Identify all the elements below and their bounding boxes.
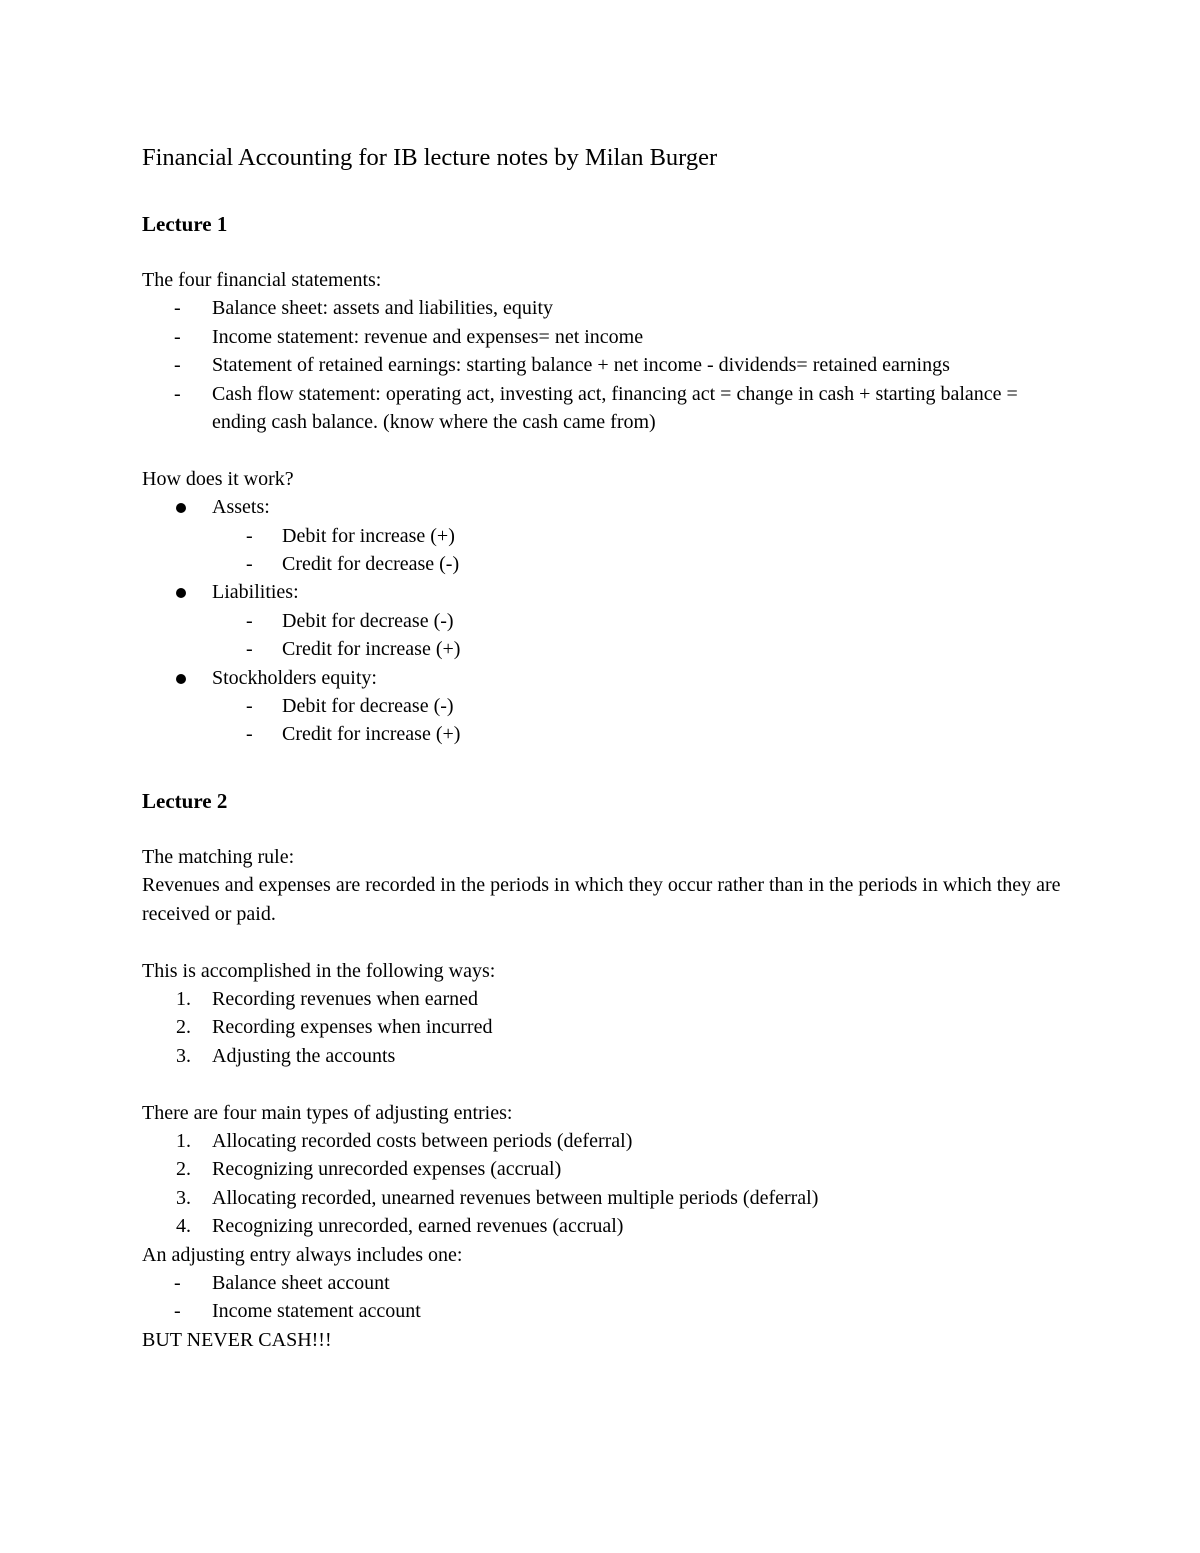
list-item [142, 380, 1062, 437]
dash-marker: - [246, 638, 253, 661]
list-item-text: Credit for increase (+) [282, 638, 461, 661]
category-label: Stockholders equity: [212, 666, 377, 689]
list-item-text: Cash flow statement: operating act, investing act, financing act = change in cash + starting balance = ending cash balance. (know where the cash came from) [212, 382, 1018, 434]
list-item [142, 1269, 1062, 1297]
category-label: Assets: [212, 496, 270, 519]
spacer [142, 928, 1062, 956]
types-intro: There are four main types of adjusting entries: [142, 1101, 513, 1124]
how-intro: How does it work? [142, 467, 294, 490]
ways-intro: This is accomplished in the following ways: [142, 959, 496, 982]
spacer [142, 749, 1062, 785]
list-item-text: Recognizing unrecorded expenses (accrual) [212, 1158, 562, 1181]
list-item-text: Income statement: revenue and expenses= net income [212, 325, 644, 348]
bullet-icon [176, 674, 186, 684]
category-label: Liabilities: [212, 581, 299, 604]
document-page [142, 138, 1062, 1354]
ways-list [142, 985, 1062, 1070]
dash-marker: - [246, 695, 253, 718]
list-item [142, 607, 1062, 635]
number-marker: 3. [176, 1186, 191, 1209]
list-item-text: Allocating recorded costs between periods (deferral) [212, 1129, 633, 1152]
list-item [142, 1013, 1062, 1041]
lecture-1-heading: Lecture 1 [142, 212, 228, 236]
dash-marker: - [174, 354, 181, 377]
category-item-liabilities [142, 578, 1062, 606]
number-marker: 1. [176, 987, 191, 1010]
list-item [142, 1042, 1062, 1070]
list-item-text: Adjusting the accounts [212, 1044, 396, 1067]
spacer [142, 436, 1062, 464]
lecture-2-heading: Lecture 2 [142, 788, 228, 813]
list-item [142, 351, 1062, 379]
dash-marker: - [174, 325, 181, 348]
list-item [142, 720, 1062, 748]
dash-marker: - [246, 609, 253, 632]
list-item [142, 1184, 1062, 1212]
list-item-text: Balance sheet account [212, 1271, 390, 1294]
closing-note: BUT NEVER CASH!!! [142, 1328, 332, 1351]
list-item-text: Credit for decrease (-) [282, 553, 460, 576]
list-item-text: Credit for increase (+) [282, 723, 461, 746]
list-item [142, 323, 1062, 351]
dash-marker: - [246, 553, 253, 576]
list-item-text: Balance sheet: assets and liabilities, equity [212, 297, 554, 320]
list-item [142, 692, 1062, 720]
list-item-text: Recording expenses when incurred [212, 1016, 493, 1039]
list-item [142, 635, 1062, 663]
list-item-text: Recording revenues when earned [212, 987, 478, 1010]
category-item-assets [142, 493, 1062, 521]
list-item [142, 1297, 1062, 1325]
bullet-icon [176, 588, 186, 598]
list-item [142, 1212, 1062, 1240]
category-item-stockholders-equity [142, 664, 1062, 692]
number-marker: 3. [176, 1044, 191, 1067]
list-item [142, 294, 1062, 322]
spacer [142, 1070, 1062, 1098]
document-title: Financial Accounting for IB lecture notes by Milan Burger [142, 144, 718, 171]
includes-list [142, 1269, 1062, 1326]
list-item-text: Recognizing unrecorded, earned revenues (accrual) [212, 1215, 624, 1238]
list-item [142, 550, 1062, 578]
matching-rule-label: The matching rule: [142, 845, 295, 868]
lecture-1-section [142, 208, 1062, 749]
number-marker: 1. [176, 1129, 191, 1152]
dash-marker: - [174, 382, 181, 405]
list-item [142, 1155, 1062, 1183]
list-item-text: Statement of retained earnings: starting balance + net income - dividends= retained earnings [212, 354, 950, 377]
list-item-text: Allocating recorded, unearned revenues between multiple periods (deferral) [212, 1186, 819, 1209]
number-marker: 2. [176, 1158, 191, 1181]
list-item [142, 1127, 1062, 1155]
statements-list [142, 294, 1062, 436]
includes-intro: An adjusting entry always includes one: [142, 1243, 463, 1266]
list-item-text: Debit for decrease (-) [282, 609, 454, 632]
statements-intro: The four financial statements: [142, 269, 382, 291]
number-marker: 2. [176, 1016, 191, 1039]
matching-rule-text: Revenues and expenses are recorded in the periods in which they occur rather than in the periods in which they are received or paid. [142, 874, 1061, 925]
list-item-text: Debit for increase (+) [282, 524, 455, 547]
list-item-text: Income statement account [212, 1300, 421, 1323]
list-item [142, 985, 1062, 1013]
number-marker: 4. [176, 1215, 191, 1238]
lecture-2-section [142, 785, 1062, 1354]
dash-marker: - [174, 297, 181, 320]
dash-marker: - [174, 1300, 181, 1323]
dash-marker: - [174, 1271, 181, 1294]
adjusting-types-list [142, 1127, 1062, 1241]
dash-marker: - [246, 524, 253, 547]
list-item [142, 522, 1062, 550]
list-item-text: Debit for decrease (-) [282, 695, 454, 718]
categories-list [142, 493, 1062, 749]
dash-marker: - [246, 723, 253, 746]
bullet-icon [176, 503, 186, 513]
